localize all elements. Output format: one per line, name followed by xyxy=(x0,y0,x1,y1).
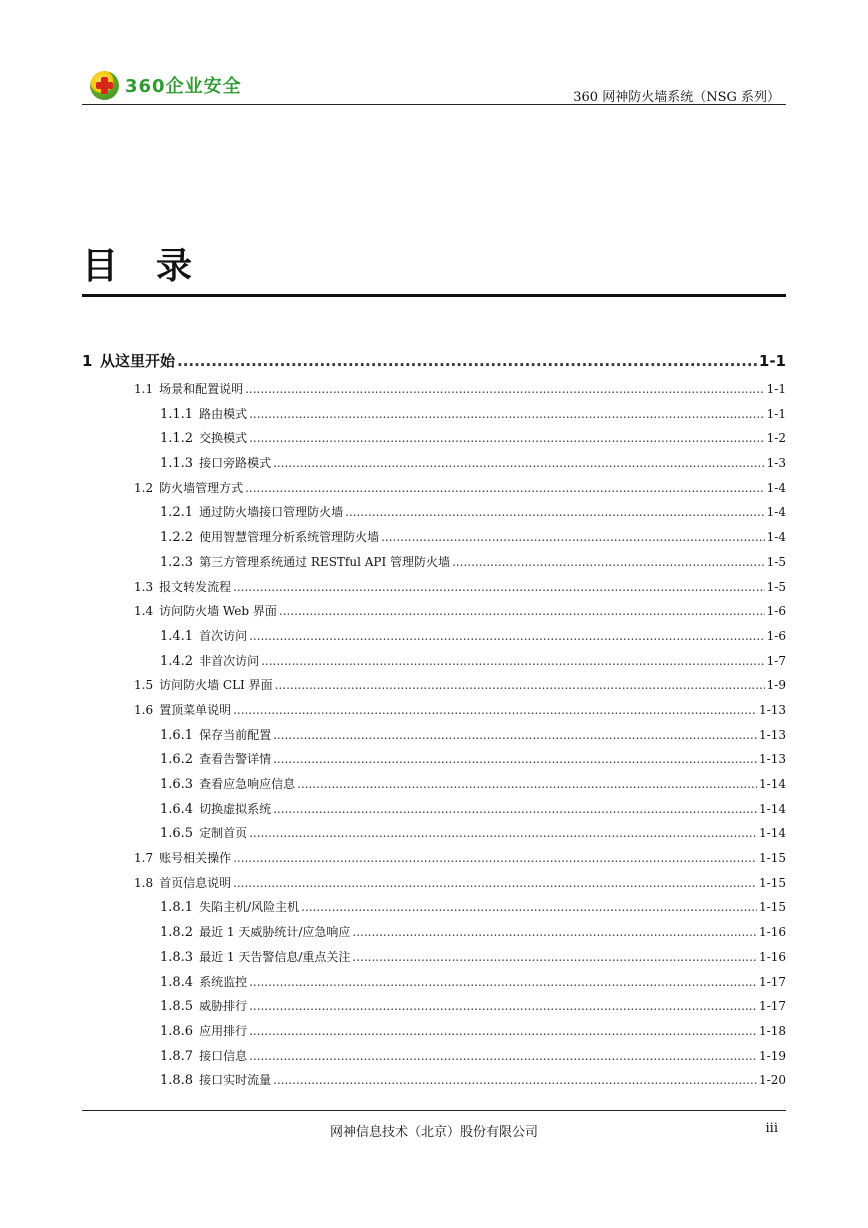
toc-entry-label: 置顶菜单说明 xyxy=(159,702,232,717)
toc-entry-page: 1-13 xyxy=(759,752,786,767)
toc-entry-label: 使用智慧管理分析系统管理防火墙 xyxy=(199,530,380,545)
toc-entry[interactable] xyxy=(82,701,786,726)
toc-dot-leader xyxy=(233,876,757,890)
toc-entry-number: 1.1.3 xyxy=(160,456,194,472)
toc-entry[interactable] xyxy=(82,528,786,553)
toc-entry-page: 1-3 xyxy=(766,456,786,471)
toc-entry-page: 1-13 xyxy=(759,702,786,717)
toc-entry[interactable] xyxy=(82,676,786,701)
toc-entry[interactable] xyxy=(82,1022,786,1047)
toc-entry[interactable] xyxy=(82,652,786,677)
toc-entry-number: 1.4.2 xyxy=(160,653,194,669)
toc-entry-label: 接口信息 xyxy=(199,1048,248,1063)
toc-dot-leader xyxy=(233,851,757,865)
toc-entry-label: 查看告警详情 xyxy=(199,752,272,767)
toc-entry-number: 1.8.8 xyxy=(160,1073,194,1089)
toc-entry-page: 1-7 xyxy=(766,653,786,668)
toc-dot-leader xyxy=(301,900,757,914)
toc-entry-number: 1.6.5 xyxy=(160,826,194,842)
toc-entry[interactable] xyxy=(82,997,786,1022)
toc-entry-label: 交换模式 xyxy=(199,431,248,446)
toc-entry-page: 1-16 xyxy=(759,925,786,940)
toc-entry[interactable] xyxy=(82,750,786,775)
toc-entry-page: 1-18 xyxy=(759,1023,786,1038)
toc-entry[interactable] xyxy=(82,578,786,603)
toc-entry-label: 保存当前配置 xyxy=(199,727,272,742)
toc-entry-number: 1 xyxy=(82,352,93,370)
toc-entry-page: 1-16 xyxy=(759,949,786,964)
footer-company: 网神信息技术（北京）股份有限公司 xyxy=(329,1125,538,1140)
toc-entry-label: 系统监控 xyxy=(199,974,248,989)
toc-entry-label: 接口实时流量 xyxy=(199,1073,272,1088)
toc-dot-leader xyxy=(352,950,757,964)
toc-entry-label: 接口旁路模式 xyxy=(199,456,272,471)
toc-entry-label: 威胁排行 xyxy=(199,999,248,1014)
toc-entry[interactable] xyxy=(82,898,786,923)
toc-entry[interactable] xyxy=(82,775,786,800)
toc-entry-label: 第三方管理系统通过 RESTful API 管理防火墙 xyxy=(199,554,451,569)
toc-entry[interactable] xyxy=(82,973,786,998)
toc-dot-leader xyxy=(249,999,757,1013)
footer-page-number: iii xyxy=(765,1121,778,1136)
toc-entry-number: 1.3 xyxy=(134,579,154,594)
toc-entry-number: 1.8 xyxy=(134,875,154,890)
toc-dot-leader xyxy=(273,1073,757,1087)
toc-entry-number: 1.8.3 xyxy=(160,949,194,965)
toc-dot-leader xyxy=(381,530,765,544)
toc-entry-label: 账号相关操作 xyxy=(159,851,232,866)
toc-dot-leader xyxy=(249,431,765,445)
toc-entry-label: 访问防火墙 Web 界面 xyxy=(159,604,277,619)
toc-entry-label: 最近 1 天告警信息/重点关注 xyxy=(199,949,351,964)
toc-entry-number: 1.6 xyxy=(134,702,154,717)
toc-entry-page: 1-4 xyxy=(766,505,786,520)
toc-entry-number: 1.4.1 xyxy=(160,628,194,644)
toc-entry-label: 定制首页 xyxy=(199,826,248,841)
toc-dot-leader xyxy=(245,481,765,495)
toc-entry[interactable] xyxy=(82,627,786,652)
toc-entry[interactable] xyxy=(82,405,786,430)
toc-entry-number: 1.8.7 xyxy=(160,1048,194,1064)
toc-entry-number: 1.7 xyxy=(134,851,154,866)
toc-dot-leader xyxy=(177,352,757,370)
toc-entry[interactable] xyxy=(82,503,786,528)
toc-entry-number: 1.2.3 xyxy=(160,554,194,570)
toc-entry-page: 1-9 xyxy=(766,678,786,693)
toc-dot-leader xyxy=(249,826,757,840)
toc-entry[interactable] xyxy=(82,454,786,479)
toc-entry[interactable] xyxy=(82,726,786,751)
toc-entry[interactable] xyxy=(82,602,786,627)
toc-dot-leader xyxy=(279,604,765,618)
toc-dot-leader xyxy=(273,728,757,742)
toc-entry-page: 1-17 xyxy=(759,974,786,989)
toc-dot-leader xyxy=(249,1049,757,1063)
toc-entry-number: 1.5 xyxy=(134,678,154,693)
toc-dot-leader xyxy=(452,555,765,569)
toc-entry-page: 1-5 xyxy=(766,554,786,569)
toc-entry-number: 1.1 xyxy=(134,382,154,396)
table-of-contents xyxy=(82,350,786,1096)
toc-entry[interactable] xyxy=(82,380,786,405)
toc-entry-page: 1-5 xyxy=(766,579,786,594)
toc-entry[interactable] xyxy=(82,1047,786,1072)
toc-entry[interactable] xyxy=(82,948,786,973)
toc-entry-label: 防火墙管理方式 xyxy=(159,480,244,495)
page-title: 目录 xyxy=(82,246,231,287)
toc-dot-leader xyxy=(249,407,765,421)
toc-entry-number: 1.4 xyxy=(134,604,154,619)
toc-entry[interactable] xyxy=(82,849,786,874)
toc-entry-number: 1.1.1 xyxy=(160,406,194,422)
toc-entry-number: 1.2 xyxy=(134,480,154,495)
toc-dot-leader xyxy=(261,654,765,668)
toc-entry[interactable] xyxy=(82,350,786,380)
toc-entry-number: 1.2.1 xyxy=(160,505,194,521)
toc-dot-leader xyxy=(249,629,765,643)
toc-entry[interactable] xyxy=(82,874,786,899)
toc-dot-leader xyxy=(233,580,765,594)
toc-entry-number: 1.2.2 xyxy=(160,530,194,546)
toc-entry-page: 1-15 xyxy=(759,900,786,915)
toc-entry-page: 1-14 xyxy=(759,801,786,816)
logo-text: 360企业安全 xyxy=(125,76,242,97)
toc-entry-label: 最近 1 天威胁统计/应急响应 xyxy=(199,925,351,940)
page-header xyxy=(82,66,786,105)
toc-dot-leader xyxy=(233,703,757,717)
toc-entry-page: 1-6 xyxy=(766,604,786,619)
toc-entry-label: 场景和配置说明 xyxy=(159,382,244,396)
toc-entry[interactable] xyxy=(82,800,786,825)
toc-entry-page: 1-17 xyxy=(759,999,786,1014)
toc-entry-label: 访问防火墙 CLI 界面 xyxy=(159,678,273,693)
toc-entry-page: 1-6 xyxy=(766,628,786,643)
toc-entry-number: 1.8.2 xyxy=(160,925,194,941)
toc-entry[interactable] xyxy=(82,1071,786,1096)
toc-entry-label: 路由模式 xyxy=(199,406,248,421)
toc-entry-page: 1-4 xyxy=(766,480,786,495)
toc-entry[interactable] xyxy=(82,923,786,948)
toc-entry-page: 1-1 xyxy=(766,406,786,421)
toc-entry-page: 1-14 xyxy=(759,826,786,841)
toc-dot-leader xyxy=(273,802,757,816)
toc-entry-label: 查看应急响应信息 xyxy=(199,777,296,791)
toc-entry-number: 1.8.5 xyxy=(160,999,194,1015)
toc-entry-page: 1-2 xyxy=(766,431,786,446)
toc-entry-number: 1.6.4 xyxy=(160,801,194,817)
toc-dot-leader xyxy=(273,456,765,470)
logo-cross-icon xyxy=(90,71,119,100)
toc-entry-number: 1.6.1 xyxy=(160,727,194,743)
toc-entry-page: 1-1 xyxy=(758,352,786,370)
toc-entry-label: 首页信息说明 xyxy=(159,875,232,890)
toc-entry-number: 1.6.3 xyxy=(160,777,194,792)
toc-entry[interactable] xyxy=(82,553,786,578)
toc-entry-label: 通过防火墙接口管理防火墙 xyxy=(199,505,344,520)
toc-entry-label: 首次访问 xyxy=(199,628,248,643)
toc-entry-label: 报文转发流程 xyxy=(159,579,232,594)
page-footer xyxy=(82,1110,786,1140)
toc-entry-page: 1-13 xyxy=(759,727,786,742)
toc-dot-leader xyxy=(352,925,757,939)
toc-entry-page: 1-15 xyxy=(759,875,786,890)
toc-entry-page: 1-15 xyxy=(759,851,786,866)
toc-entry-number: 1.6.2 xyxy=(160,752,194,768)
toc-entry-number: 1.8.6 xyxy=(160,1023,194,1039)
toc-dot-leader xyxy=(245,382,765,396)
toc-entry-label: 从这里开始 xyxy=(100,352,176,370)
header-title: 360 网神防火墙系统（NSG 系列） xyxy=(573,90,780,105)
toc-entry-number: 1.8.4 xyxy=(160,974,194,990)
toc-entry-label: 非首次访问 xyxy=(199,653,260,668)
toc-dot-leader xyxy=(345,505,765,519)
toc-entry[interactable] xyxy=(82,824,786,849)
toc-dot-leader xyxy=(275,678,765,692)
toc-dot-leader xyxy=(297,777,757,791)
toc-dot-leader xyxy=(249,975,757,989)
toc-entry-page: 1-1 xyxy=(766,382,786,396)
toc-dot-leader xyxy=(249,1024,757,1038)
toc-entry[interactable] xyxy=(82,479,786,504)
title-divider xyxy=(82,294,786,297)
toc-entry-label: 应用排行 xyxy=(199,1023,248,1038)
toc-entry-page: 1-19 xyxy=(759,1048,786,1063)
toc-entry-label: 失陷主机/风险主机 xyxy=(199,900,300,915)
toc-dot-leader xyxy=(273,752,757,766)
toc-entry-label: 切换虚拟系统 xyxy=(199,801,272,816)
toc-entry-page: 1-14 xyxy=(759,777,786,791)
toc-entry[interactable] xyxy=(82,429,786,454)
toc-entry-number: 1.1.2 xyxy=(160,431,194,447)
toc-entry-number: 1.8.1 xyxy=(160,900,194,916)
toc-entry-page: 1-20 xyxy=(759,1073,786,1088)
toc-entry-page: 1-4 xyxy=(766,530,786,545)
company-logo xyxy=(90,70,242,100)
